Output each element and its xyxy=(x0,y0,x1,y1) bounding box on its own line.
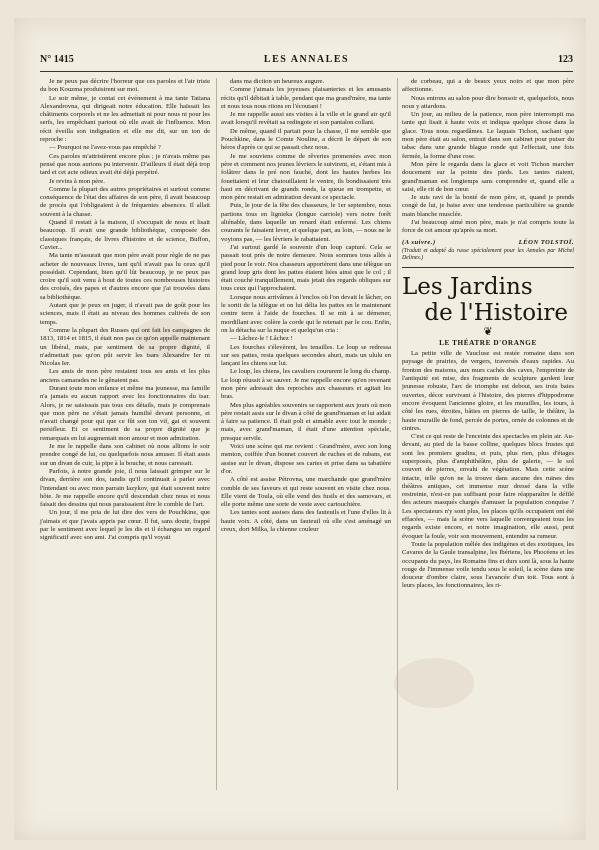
paragraph: de corbeau, qui a de beaux yeux noirs et que mon père affectionne. xyxy=(402,78,574,94)
to-be-continued: (A suivre.) xyxy=(402,238,436,246)
page-number: 123 xyxy=(558,54,573,65)
paragraph: dans ma diction un heureux augure. xyxy=(230,78,325,85)
paragraph: Un jour, au milieu de la patience, mon père interrompit ma tante qui lisait à haute voix et indiqua quelque chose dans la glace. Tous nous regardâmes. Le laquais Tichon, sachant que mon père était au salon, entrait dans son cabinet pour puiser du tabac dans une grande blague ronde qui l'effectait, une fois fermée, la forme d'une rose. xyxy=(402,111,574,160)
paragraph: Mes plus agréables souvenirs se rapportent aux jours où mon père restait assis sur le divan à côté de grand'maman et lui aidait à faire sa patience. Il était poli et aimable avec tout le monde ; mais, avec grand'maman, il était d'une attention spéciale, presque servile. xyxy=(221,401,391,442)
paragraph: Un jour, il me pria de lui dire des vers de Pouchkine, que j'aimais et que j'avais appris par cœur. Il fut, sans doute, frappé par le sentiment avec lequel je les dis et il échangea un regard significatif avec son ami. J'ai compris qu'il voyait xyxy=(40,509,210,542)
column-left xyxy=(40,78,210,543)
column-divider xyxy=(397,78,398,790)
paragraph: De même, quand il partait pour la chasse, il me semble que Pouchkine, dans le Comte Nouline, a décrit le départ de son héros d'après ce qui se passait chez nous. xyxy=(221,127,391,152)
paragraph: La petite ville de Vaucluse est restée romaine dans son paysage de prairies, de vergers, traversés d'eaux rapides. Au fronton des maisons, aux murs cachés des caves, l'empreinte de l'antiquité est mise, des fragments de sculpture gardent leur jeunesse robuste, l'arc de triomphe est debout, ses trois baies ouvertes, décor survivant à l'histoire, des pierres d'hippodrome encore évoquent l'ancienne gloire, et les murailles, les tours, à côté les rues, étroites, bâties en pierres de taille, le théâtre, la haute muraille de fond, percée de portes, ornée de colonnes et de cintres. xyxy=(402,350,574,432)
paragraph: Toute la population mêlée des indigènes et des exotiques, les Cavares de la Gaule transalpine, les Ibériens, les Phocéens et les occupants du pays, les Romains fins et durs sont là, sous la haute rouge de l'immense voile tendu sous le soleil, la scène dans une douceur d'ombre claire, sous l'avancée d'un toit. Tous sont à leurs places, les fonctionnaires, les ri- xyxy=(402,540,574,590)
paragraph: Comme la plupart des autres propriétaires et surtout comme conséquence de l'état des affaires de son père, il avait beaucoup de procès qui l'obligeaient à de fréquentes absences. Il allait souvent à la chasse. xyxy=(40,185,210,218)
paragraph: Parfois, à notre grande joie, il nous laissait grimper sur le divan, derrière son dos, tandis qu'il continuait à parler avec l'intendant ou avec mon parrain Iazykov, qui était souvent notre hôte. Je me rappelle encore qu'il descendait chez nous et nous faisait des dessins qui nous paraissaient être le comble de l'art. xyxy=(40,467,210,509)
paragraph: — Lâchez-le ! Lâchez ! xyxy=(230,335,293,343)
paragraph: Durant toute mon enfance et même ma jeunesse, ma famille n'a jamais eu aucun rapport avec les fonctionnaires du tsar. Alors, je ne saisissais pas tous ces détails, mais je comprenais que mon père ne s'était jamais humilié devant personne, et n'avait changé pour qui que ce fût son ton vif, gai et souvent persifleur. Et ce sentiment de sa propre dignité que je remarquais en lui augmentait mon amour et mon admiration. xyxy=(40,384,210,442)
paragraph: Lorsque nous arrivâmes à l'enclos où l'on devait le lâcher, on le sortit de la télègue et on lui délia les pattes en le maintenant contre terre à l'aide de fourches. Il se mit à se démener, mordillant avec colère la corde qui le retenait par le cou. Enfin, on la détacha sur la nuque et quelqu'un cria : xyxy=(221,293,391,334)
column-right xyxy=(402,78,574,591)
paragraph: Ma tante m'assurait que mon père avait pour règle de ne pas acheter de nouveaux livres, tant qu'il n'avait pas lu ceux qu'il possédait. Cependant, bien qu'il lût beaucoup, je ne peux pas croire qu'il soit venu à bout de toutes ces nombreuses histoires des croisés, des papes et d'autres encore que j'ai trouvées dans sa bibliothèque. xyxy=(40,252,210,301)
paragraph: Comme la plupart des Russes qui ont fait les campagnes de 1813, 1814 et 1815, il était non pas ce qu'on appelle maintenant un libéral, mais, par sentiment de sa propre dignité, il n'admettait pas qu'on pût servir les tsars Alexandre Ier ni Nicolas Ier. xyxy=(40,326,210,368)
paragraph: Voici une scène qui me revient : Grand'mère, avec son long menton, coiffée d'un bonnet couvert de ruches et de rubans, est assise sur le divan, dispose ses cartes et prise dans sa tabatière d'or. xyxy=(221,443,391,475)
paragraph: Les fourches s'élevèrent, les tenailles. Le loup se redressa sur ses pattes, resta quelques secondes ahuri, mais un ululu en lançant les chiens sur lui. xyxy=(221,343,391,368)
paragraph: Je revins à mon père. xyxy=(49,177,105,185)
issue-number: N° 1415 xyxy=(40,54,74,65)
paragraph: J'ai surtout gardé le souvenir d'un loup capturé. Cela se passait tout près de notre demeure. Nous sommes tous allés à pied pour le voir. Nos chasseurs apportèrent dans une télègue un grand loup gris dont les pattes étaient liées ainsi que le col ; il était couché tranquillement, mais jetait des regards obliques sur tous ceux qui l'approchaient. xyxy=(221,243,391,293)
paragraph: C'est ce qui reste de l'enceinte des spectacles en plein air. Au-devant, au pied de la basse colline, quelques blocs frustes qui sont les premiers gradins, et puis, plus rien, plus d'étages superposés, plus d'amphithéâtre, plus de galerie, — le sol couvert de pierres, envahi de végétation. Mais cette scène intacte, telle qu'on ne la trouve dans aucune des ruines des théâtres antiques, cet immense mur dressé dans la ville restreinte, n'est-ce pas suffisant pour faire réapparaître le défilé des acteurs masqués chargés d'amuser la population conquise ? Les spectateurs n'y sont plus, les places qu'ils occupaient ont été effacées, — mais la scène vers laquelle convergeaient tous les regards existe encore, et notre imagination, elle aussi, peut évoquer la foule, voir son mouvement, entendre sa rumeur. xyxy=(402,433,574,540)
paragraph: Je me le rappelle dans son cabinet où nous allions le soir prendre congé de lui, ou quelquefois nous amuser. Il était assis sur un divan de cuir, la pipe à la bouche, et nous caressait. xyxy=(40,443,210,467)
running-head xyxy=(40,54,573,72)
paragraph: A côté est assise Pétrovna, une marchande que grand'mère comble de ses faveurs et qui reste souvent en visite chez nous. Elle vient de Toula, où elle vend des fusils et des samovars, et elle porte même une sorte de veste avec cartouchière. xyxy=(221,476,391,509)
paragraph: J'ai beaucoup aimé mon père, mais je n'ai compris toute la force de cet amour qu'après sa mort. xyxy=(402,219,574,235)
translator-note: (Traduit et adapté du russe spécialement pour les Annales par Michel Delines.) xyxy=(402,247,574,261)
paragraph: Je me rappelle aussi ses visites à la ville et le grand air qu'il avait lorsqu'il revêtait sa redingote et son pantalon collant. xyxy=(221,111,391,127)
paragraph: Puis, le jour de la fête des chasseurs, le 1er septembre, nous partions tous en lignieka (longue carriole) vers notre forêt aliénable, dans laquelle un renard était enfermé. Les chiens courants le faisaient lever, et quelque part, au loin, — nous ne le voyions pas, — les lévriers le rabattaient. xyxy=(221,202,391,243)
article-separator xyxy=(402,267,574,268)
column-divider xyxy=(216,78,217,790)
article-title-line1: Les Jardins xyxy=(402,273,533,300)
paragraph: Le soir même, je contai cet événement à ma tante Tatiana Alexandrovna, qui dirigeait notre éducation. Elle haïssait les châtiments corporels et ne les admettait ni pour nous ni pour les serfs, les empêchant partout où elle avait de l'influence. Mon récit éveilla son indignation et elle me dit, sur un ton de reproche : xyxy=(40,94,210,144)
jardins-text xyxy=(402,350,574,591)
paragraph: Autant que je peux en juger, il n'avait pas de goût pour les sciences, mais il était au niveau des hommes cultivés de son temps. xyxy=(40,302,210,326)
paragraph: Les amis de mon père restaient tous ses amis et les plus anciens camarades ne le gênaient pas. xyxy=(40,368,210,384)
paragraph: Mon père le regarda dans la glace et voit Tichon marcher doucement sur la pointe des pieds. Les tantes riaient, grand'maman est longtemps sans comprendre et, quand elle a saisi, elle rit de bon cœur. xyxy=(402,160,574,193)
paragraph: — Pourquoi ne l'avez-vous pas empêché ? xyxy=(49,144,161,152)
header-rule xyxy=(40,71,573,72)
paragraph: Ces paroles m'attristèrent encore plus ; je n'avais même pas pensé que nous aurions pu intervenir. D'ailleurs il était déjà trop tard et cet acte odieux avait été déjà perpétré. xyxy=(40,152,210,177)
paragraph: Nous entrons au salon pour dire bonsoir et, quelquefois, nous nous y attardons. xyxy=(402,94,574,110)
article-title xyxy=(402,274,574,326)
signature-line xyxy=(402,239,574,247)
paragraph: Je ne peux pas décrire l'horreur que ces paroles et l'air triste du bon Kouzma produisirent sur moi. xyxy=(40,78,210,94)
tolstoi-text-end xyxy=(402,78,574,236)
article-subtitle: LE THÉATRE D'ORANGE xyxy=(439,338,537,347)
author-signature: LÉON TOLSTOÏ. xyxy=(518,238,574,246)
article-title-line2: de l'Histoire xyxy=(424,299,568,326)
paragraph: Les tantes sont assises dans des fauteuils et l'une d'elles lit à haute voix. A côté, dans un fauteuil où elle s'est aménagé un creux, dort Milka, la chienne couleur xyxy=(221,509,391,534)
paragraph: Comme j'aimais les joyeuses plaisanteries et les amusants récits qu'il débitait à table, pendant que ma grand'mère, ma tante et nous tous nous riions en l'écoutant ! xyxy=(221,86,391,110)
fleuron-ornament: ❦ xyxy=(483,325,493,338)
journal-name: LES ANNALES xyxy=(263,54,350,65)
paragraph: Je suis ravi de la bonté de mon père, et, quand je prends congé de lui, je baise avec une tendresse particulière sa grande main blanche musclée. xyxy=(402,194,574,218)
paragraph: Quand il restait à la maison, il s'occupait de nous et lisait beaucoup. Il avait une grande bibliothèque, composée des classiques français, de livres d'histoire et de science, Buffon, Cuvier... xyxy=(40,219,210,251)
column-middle xyxy=(221,78,391,534)
paper-stain xyxy=(394,658,474,708)
paragraph: Je me souviens comme de rêveries promenées avec mon père et comment nos jeunes lévriers le suivirent, et, s'étant mis à folâtrer dans le pré non fauché, dont les hautes herbes les fouettaient et leur chatouillaient le ventre, ils bondissaient très haut en décrivant de grands ronds, la queue en trompette, et mon père restait en admiration devant ce spectacle. xyxy=(221,152,391,202)
paragraph: Le loup, les chiens, les cavaliers coururent le long du champ. Le loup réussit à se sauver. Je me rappelle encore qu'en revenant mon père adressait des reproches aux chasseurs et agitait les bras. xyxy=(221,368,391,401)
